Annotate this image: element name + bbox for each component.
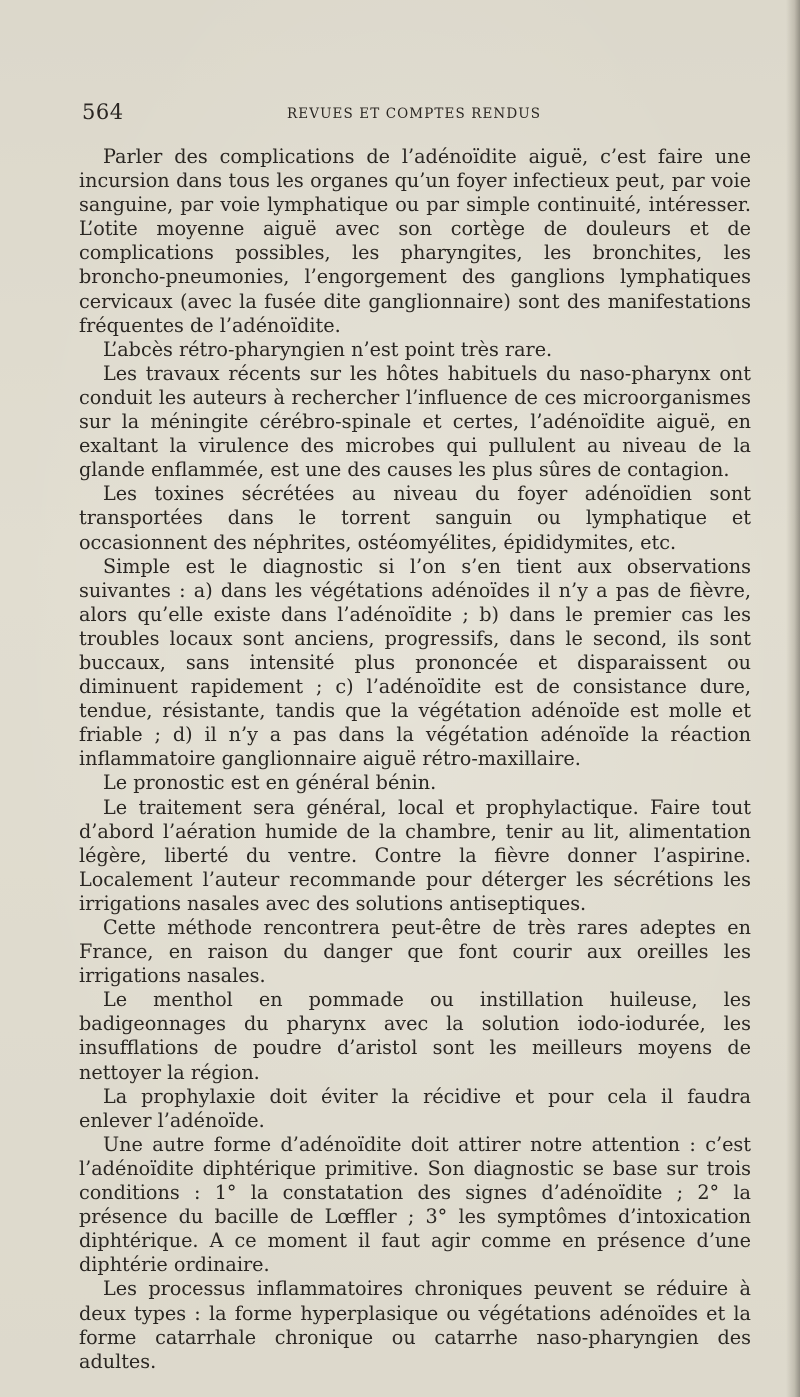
page-header [82, 100, 722, 130]
paragraph-menthol: Le menthol en pommade ou instillation huileuse, les badigeonnages du pharynx avec la solution iodo-iodurée, les insufflations de poudre d’aristol sont les meilleurs moyens de nettoyer la région. [79, 988, 751, 1084]
page-edge-shadow [786, 0, 800, 1397]
paragraph-diagnostic: Simple est le diagnostic si l’on s’en tient aux observations suivantes : a) dans les végétations adénoïdes il n’y a pas de fièvre, alors qu’elle existe dans l’adénoïdite ; b) dans le premier cas les troubles locaux sont anciens, progressifs, dans le second, ils sont buccaux, sans intensité plus prononcée et disparaissent ou diminuent rapidement ; c) l’adénoïdite est de consistance dure, tendue, résistante, tandis que la végétation adénoïde est molle et friable ; d) il n’y a pas dans la végétation adénoïde la réaction inflammatoire ganglionnaire aiguë rétro-maxillaire. [79, 554, 751, 771]
paragraph-pronostic: Le pronostic est en général bénin. [103, 771, 437, 795]
article-body [79, 145, 751, 1374]
running-head: REVUES ET COMPTES RENDUS [287, 106, 542, 122]
paragraph-toxines: Les toxines sécrétées au niveau du foyer adénoïdien sont transportées dans le torrent sanguin ou lymphatique et occasionnent des néphrites, ostéomyélites, épididymites, etc. [79, 482, 751, 554]
page-number: 564 [82, 100, 124, 124]
paragraph-prophylaxie: La prophylaxie doit éviter la récidive et pour cela il faudra enlever l’adénoïde. [79, 1084, 751, 1132]
paragraph-travaux: Les travaux récents sur les hôtes habituels du naso-pharynx ont conduit les auteurs à rechercher l’influence de ces microorganismes sur la méningite cérébro-spinale et certes, l’adénoïdite aiguë, en exaltant la virulence des microbes qui pullulent au niveau de la glande enflammée, est une des causes les plus sûres de contagion. [79, 361, 751, 482]
paragraph-methode: Cette méthode rencontrera peut-être de très rares adeptes en France, en raison du danger que font courir aux oreilles les irrigations nasales. [79, 916, 751, 988]
paragraph-chroniques: Les processus inflammatoires chroniques peuvent se réduire à deux types : la forme hyperplasique ou végétations adénoïdes et la forme catarrhale chronique ou catarrhe naso-pharyngien des adultes. [79, 1277, 751, 1373]
paragraph-diphterique: Une autre forme d’adénoïdite doit attirer notre attention : c’est l’adénoïdite diphtérique primitive. Son diagnostic se base sur trois conditions : 1° la constatation des signes d’adénoïdite ; 2° la présence du bacille de Lœffler ; 3° les symptômes d’intoxication diphtérique. A ce moment il faut agir comme en présence d’une diphtérie ordinaire. [79, 1132, 751, 1277]
paragraph-complications: Parler des complications de l’adénoïdite aiguë, c’est faire une incursion dans tous les organes qu’un foyer infectieux peut, par voie sanguine, par voie lymphatique ou par simple continuité, intéresser. L’otite moyenne aiguë avec son cortège de douleurs et de complications possibles, les pharyngites, les bronchites, les broncho-pneumonies, l’engorgement des ganglions lymphatiques cervicaux (avec la fusée dite ganglionnaire) sont des manifestations fréquentes de l’adénoïdite. [79, 145, 751, 337]
paragraph-abces: L’abcès rétro-pharyngien n’est point très rare. [103, 337, 553, 361]
paragraph-traitement: Le traitement sera général, local et prophylactique. Faire tout d’abord l’aération humide de la chambre, tenir au lit, alimentation légère, liberté du ventre. Contre la fièvre donner l’aspirine. Localement l’auteur recommande pour déterger les sécrétions les irrigations nasales avec des solutions antiseptiques. [79, 795, 751, 915]
